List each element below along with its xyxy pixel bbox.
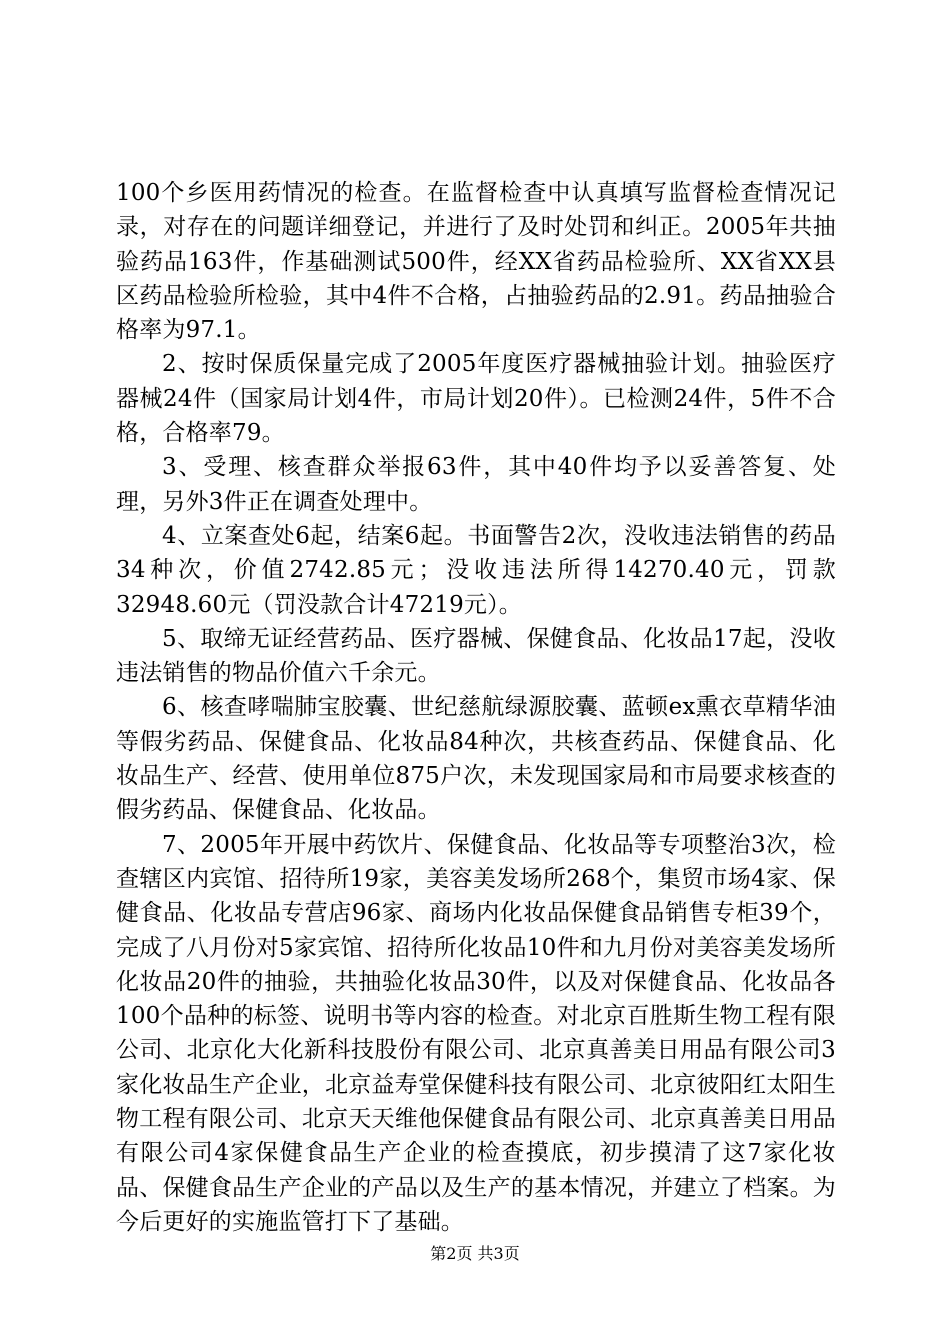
document-body bbox=[116, 176, 836, 1239]
paragraph-item-2: 2、按时保质保量完成了2005年度医疗器械抽验计划。抽验医疗器械24件（国家局计划4件，市局计划20件）。已检测24件，5件不合格，合格率79。 bbox=[116, 351, 836, 447]
page-number: 第2页 共3页 bbox=[430, 1244, 520, 1263]
paragraph-item-6: 6、核查哮喘肺宝胶囊、世纪慈航绿源胶囊、蓝顿ex熏衣草精华油等假劣药品、保健食品、化妆品84种次，共核查药品、保健食品、化妆品生产、经营、使用单位875户次，未发现国家局和市局要求核查的假劣药品、保健食品、化妆品。 bbox=[116, 694, 836, 824]
paragraph-continuation: 100个乡医用药情况的检查。在监督检查中认真填写监督检查情况记录，对存在的问题详细登记，并进行了及时处罚和纠正。2005年共抽验药品163件，作基础测试500件，经XX省药品检验所、XX省XX县区药品检验所检验，其中4件不合格，占抽验药品的2.91。药品抽验合格率为97.1。 bbox=[116, 180, 836, 344]
paragraph-item-4: 4、立案查处6起，结案6起。书面警告2次，没收违法销售的药品34种次，价值2742.85元；没收违法所得14270.40元，罚款32948.60元（罚没款合计47219元）。 bbox=[116, 522, 836, 618]
paragraph-item-3: 3、受理、核查群众举报63件，其中40件均予以妥善答复、处理，另外3件正在调查处理中。 bbox=[116, 454, 836, 515]
paragraph-item-5: 5、取缔无证经营药品、医疗器械、保健食品、化妆品17起，没收违法销售的物品价值六千余元。 bbox=[116, 625, 836, 687]
paragraph-item-7: 7、2005年开展中药饮片、保健食品、化妆品等专项整治3次，检查辖区内宾馆、招待所19家，美容美发场所268个，集贸市场4家、保健食品、化妆品专营店96家、商场内化妆品保健食品销售专柜39个，完成了八月份对5家宾馆、招待所化妆品10件和九月份对美容美发场所化妆品20件的抽验，共抽验化妆品30件，以及对保健食品、化妆品各100个品种的标签、说明书等内容的检查。对北京百胜斯生物工程有限公司、北京化大化新科技股份有限公司、北京真善美日用品有限公司3家化妆品生产企业，北京益寿堂保健科技有限公司、北京彼阳红太阳生物工程有限公司、北京天天维他保健食品有限公司、北京真善美日用品有限公司4家保健食品生产企业的检查摸底，初步摸清了这7家化妆品、保健食品生产企业的产品以及生产的基本情况，并建立了档案。为今后更好的实施监管打下了基础。 bbox=[116, 831, 836, 1235]
